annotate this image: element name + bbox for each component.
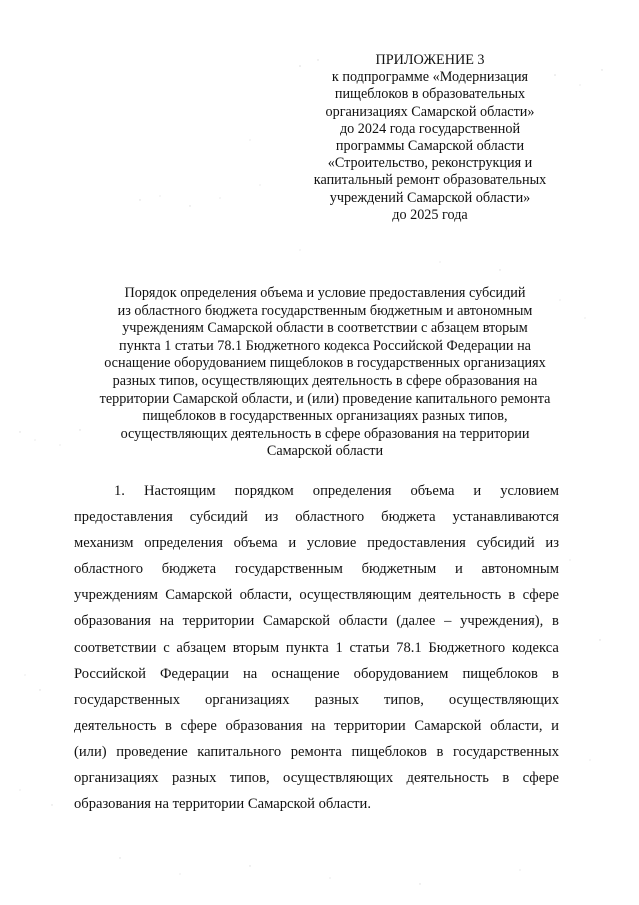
appendix-line: пищеблоков в образовательных — [334, 86, 526, 103]
paragraph-line — [74, 582, 559, 608]
paragraph-word: учреждениям — [74, 587, 158, 604]
paragraph-word: механизм — [74, 535, 134, 552]
paragraph-word: организациях — [74, 770, 159, 787]
paragraph-word: объема — [410, 483, 455, 499]
paragraph-word: устанавливаются — [452, 509, 559, 526]
paragraph-word: в — [502, 770, 510, 787]
paragraph-word: типов, — [384, 691, 424, 708]
paragraph-word: оснащение — [271, 665, 340, 682]
paragraph-word: Самарской — [165, 587, 233, 604]
paragraph-word: (далее — [396, 613, 436, 630]
paragraph-line — [74, 661, 559, 687]
paragraph-word: условие — [306, 535, 357, 552]
title-line: учреждениям Самарской области в соответствии с абзацем вторым — [122, 320, 528, 337]
paragraph-word: предоставления — [367, 535, 466, 552]
paragraph-word: области — [338, 613, 388, 630]
paragraph-word: условием — [500, 483, 559, 499]
title-line: из областного бюджета государственным бюджетным и автономным — [117, 302, 533, 319]
appendix-line: программы Самарской области — [335, 138, 525, 155]
paragraph-word: образования — [225, 717, 303, 734]
paragraph-word: вторым — [232, 639, 280, 656]
paragraph-word: бюджета — [381, 509, 436, 526]
paragraph-word: организациях — [205, 691, 290, 708]
appendix-line: до 2025 года — [392, 206, 468, 223]
paragraph-word: Бюджетного — [428, 639, 506, 656]
paragraph-word: области, — [490, 717, 543, 734]
title-line: Самарской области — [266, 443, 384, 460]
paragraph-word: в — [508, 587, 516, 604]
appendix-line: «Строительство, реконструкция и — [327, 155, 533, 172]
paragraph-word: в — [552, 665, 559, 682]
paragraph-word: в — [552, 613, 559, 630]
paragraph-word: разных — [314, 691, 360, 708]
paragraph-word: осуществляющих — [448, 691, 559, 708]
paragraph-line — [74, 530, 559, 556]
document-title — [60, 285, 590, 461]
paragraph-word: осуществляющим — [299, 587, 412, 604]
paragraph-line — [74, 608, 559, 634]
paragraph-word: сфере — [522, 770, 559, 787]
paragraph-1 — [74, 478, 559, 817]
appendix-line: к подпрограмме «Модернизация — [331, 69, 529, 86]
paragraph-word: автономным — [481, 561, 559, 578]
paragraph-word: порядком — [234, 483, 294, 499]
paragraph-word: деятельность — [406, 770, 489, 787]
paragraph-word: Самарской — [414, 717, 482, 734]
paragraph-line — [74, 765, 559, 791]
paragraph-word: государственных — [452, 743, 559, 760]
paragraph-word: и — [551, 717, 559, 734]
paragraph-line — [74, 739, 559, 765]
title-line: разных типов, осуществляющих деятельность в сфере образования на — [112, 372, 538, 389]
paragraph-word: и — [288, 535, 297, 552]
paragraph-word: деятельность — [74, 717, 157, 734]
paragraph-line — [74, 556, 559, 582]
paragraph-word: осуществляющих — [283, 770, 394, 787]
paragraph-word: территории — [182, 613, 255, 630]
paragraph-word: субсидий — [476, 535, 535, 552]
paragraph-word: Настоящим — [143, 483, 216, 499]
paragraph-word: на — [159, 613, 174, 630]
paragraph-line — [74, 791, 559, 817]
paragraph-word: ремонта — [290, 743, 342, 760]
paragraph-word: 78.1 — [396, 639, 422, 656]
appendix-header — [295, 52, 565, 224]
paragraph-word: оборудованием — [353, 665, 449, 682]
paragraph-word: пищеблоков — [462, 665, 538, 682]
paragraph-word: абзацем — [176, 639, 227, 656]
paragraph-word: предоставления — [74, 509, 173, 526]
paragraph-word: сфере — [522, 587, 559, 604]
paragraph-word: учреждения), — [460, 613, 544, 630]
paragraph-word: в — [165, 717, 172, 734]
paragraph-word: – — [444, 613, 452, 630]
paragraph-word: статьи — [349, 639, 390, 656]
paragraph-word: деятельность — [418, 587, 502, 604]
appendix-line: организациях Самарской области» — [325, 103, 535, 120]
title-line: Порядок определения объема и условие предоставления субсидий — [124, 285, 526, 301]
paragraph-word: с — [163, 639, 170, 656]
paragraph-word: пищеблоков — [351, 743, 427, 760]
paragraph-word: бюджета — [161, 561, 217, 578]
paragraph-word: и — [454, 561, 463, 578]
paragraph-line — [74, 687, 559, 713]
appendix-line: до 2024 года государственной — [339, 120, 521, 137]
paragraph-word: государственных — [74, 691, 181, 708]
paragraph-word: Самарской — [263, 613, 331, 630]
paragraph-word: в — [436, 743, 444, 760]
paragraph-word: типов, — [229, 770, 270, 787]
paragraph-word: кодекса — [511, 639, 559, 656]
paragraph-word: пункта — [285, 639, 329, 656]
paragraph-word: областного — [295, 509, 365, 526]
title-line: пищеблоков в государственных организациях разных типов, — [142, 408, 508, 425]
paragraph-word: соответствии — [74, 639, 157, 656]
paragraph-line — [74, 504, 559, 530]
paragraph-word: на — [242, 665, 258, 682]
appendix-line: учреждений Самарской области» — [329, 189, 531, 206]
paragraph-word: образования на территории Самарской области. — [74, 796, 372, 813]
paragraph-word: на — [311, 717, 326, 734]
paragraph-word: и — [473, 483, 482, 499]
paragraph-word: объема — [233, 535, 278, 552]
paragraph-word: проведение — [116, 743, 188, 760]
appendix-line: капитальный ремонт образовательных — [313, 172, 547, 189]
paragraph-word: определения — [144, 535, 223, 552]
paragraph-word: разных — [171, 770, 217, 787]
paragraph-word: Российской — [74, 665, 146, 682]
paragraph-word: бюджетным — [361, 561, 437, 578]
paragraph-word: образования — [74, 613, 151, 630]
paragraph-word: определения — [312, 483, 392, 499]
paragraph-word: территории — [334, 717, 406, 734]
title-line: пункта 1 статьи 78.1 Бюджетного кодекса Российской Федерации на — [119, 337, 531, 354]
paragraph-word: 1. — [114, 483, 125, 499]
paragraph-word: капитального — [197, 743, 282, 760]
paragraph-word: областного — [74, 561, 143, 578]
paragraph-word: сфере — [180, 717, 217, 734]
paragraph-word: из — [264, 509, 279, 526]
paragraph-word: из — [545, 535, 559, 552]
paragraph-word: 1 — [335, 639, 343, 656]
paragraph-word: субсидий — [189, 509, 248, 526]
title-line: оснащение оборудованием пищеблоков в государственных организациях — [104, 355, 546, 372]
title-line: осуществляющих деятельность в сфере образования на территории — [120, 425, 530, 442]
paragraph-line — [74, 635, 559, 661]
paragraph-word: (или) — [74, 743, 107, 760]
title-line: территории Самарской области, и (или) проведение капитального ремонта — [99, 390, 551, 407]
paragraph-line — [74, 713, 559, 739]
paragraph-word: государственным — [234, 561, 343, 578]
paragraph-word: Федерации — [159, 665, 229, 682]
appendix-line: ПРИЛОЖЕНИЕ 3 — [375, 52, 485, 68]
paragraph-word: области, — [239, 587, 293, 604]
paragraph-line — [74, 478, 559, 504]
